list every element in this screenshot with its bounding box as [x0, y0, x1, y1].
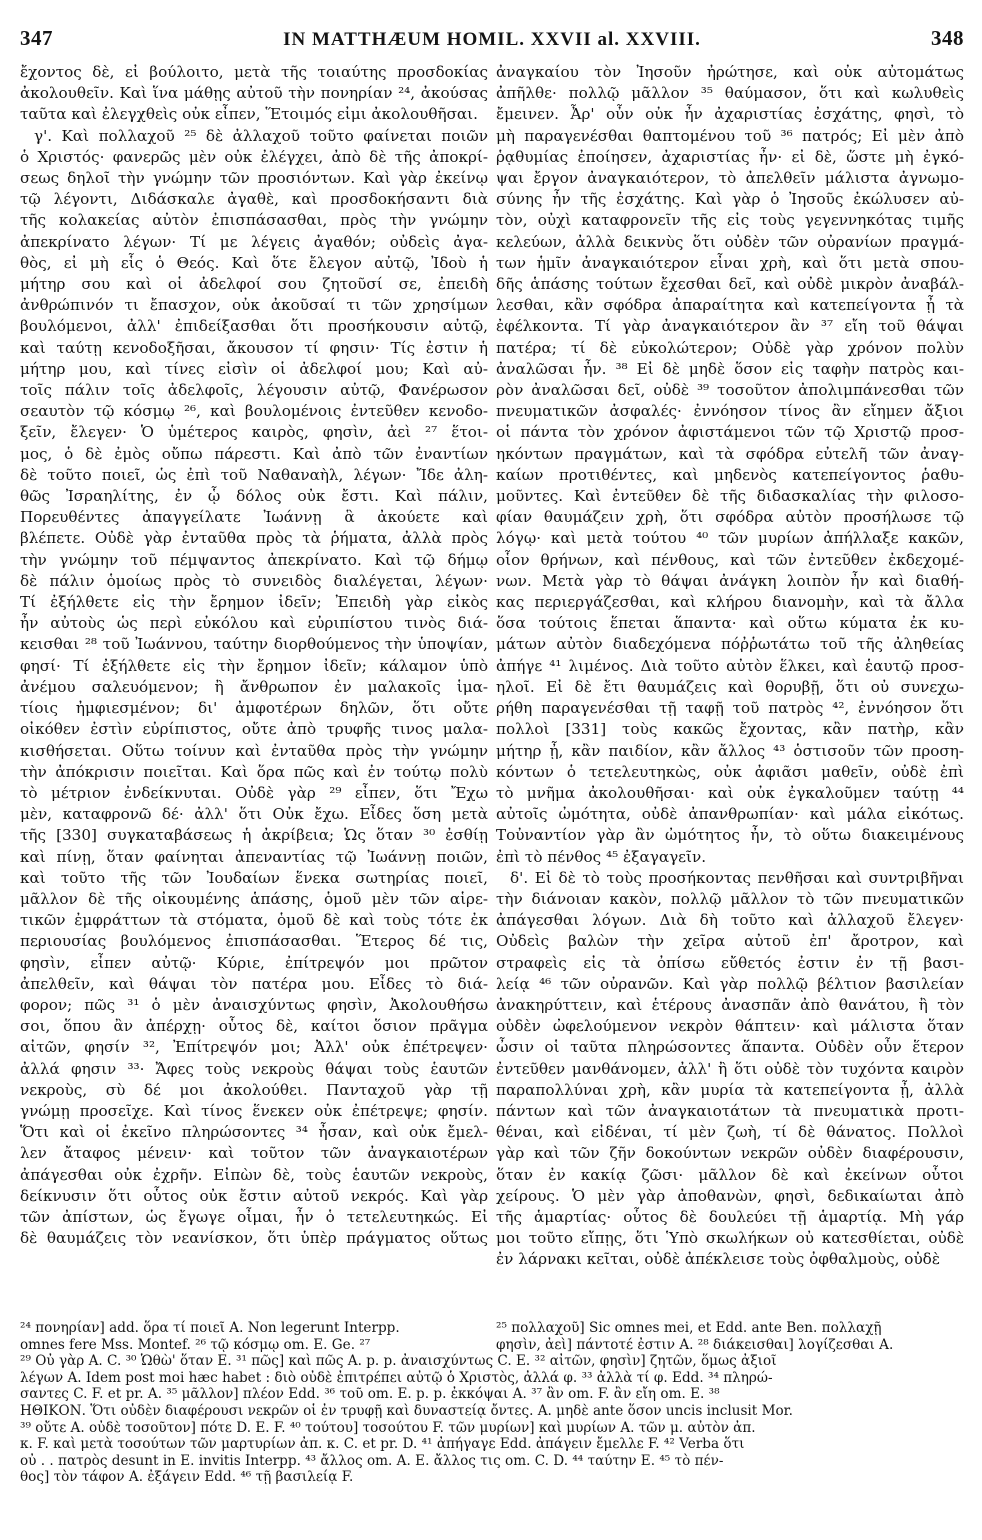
- text-line: ἐν λάρνακι κεῖται, οὐδὲ ἀπέκλεισε τοὺς ὀφθαλμοὺς, οὐδὲ: [496, 1250, 940, 1269]
- text-line: ἀπελθεῖν, καὶ θάψαι τὸν πατέρα μου. Εἶδες τὸ διά-: [20, 974, 488, 993]
- text-line: ³⁹ οὔτε A. οὐδὲ τοσοῦτον] πότε D. E. F. ⁴⁰ τούτου] τοσούτου F. τῶν μυρίων] καὶ μυρίων A. τῶν μ. αὐτὸν ἀπ.: [20, 1419, 756, 1436]
- footnotes-left: [20, 1320, 488, 1353]
- text-line: τὸ μέτριον ἐνδείκνυται. Οὐδὲ γὰρ ²⁹ εἶπεν, ὅτι Ἔχω: [20, 783, 488, 802]
- right-page-number: 348: [931, 26, 964, 50]
- text-line: δ'. Εἰ δὲ τὸ τοὺς προσήκοντας πενθῆσαι καὶ συντριβῆναι: [510, 868, 964, 887]
- text-line: ἐπὶ τὸ πένθος ⁴⁵ ἐξαγαγεῖν.: [496, 847, 707, 866]
- text-line: τὸ μνῆμα ἀκολουθῆσαι· καὶ οὐκ ἐγκαλοῦμεν ταύτῃ ⁴⁴: [496, 783, 964, 802]
- text-line: ἀκολουθεῖν. Καὶ ἵνα μάθῃς αὐτοῦ τὴν πονηρίαν ²⁴, ἀκούσας: [20, 84, 488, 103]
- text-line: οἱ πάντα τὸν χρόνον ἀφιστάμενοι τῶν τῷ Χριστῷ προσ-: [496, 423, 964, 442]
- text-line: μὴ παραγενέσθαι θαπτομένου τοῦ ³⁶ πατρός; Εἰ μὲν ἀπὸ: [496, 126, 964, 145]
- text-line: ἀνακηρύττειν, καὶ ἑτέρους ἀνασπᾶν ἀπὸ θανάτου, ἢ τὸν: [496, 995, 964, 1014]
- text-line: μος, ὁ δὲ ἐμὸς οὔπω πάρεστι. Καὶ ἀπὸ τῶν ἐναντίων: [20, 444, 488, 463]
- text-line: κας περιεργάζεσθαι, καὶ κλήρου διανομὴν, καὶ τὰ ἄλλα: [496, 593, 964, 612]
- text-line: οὐ . . πατρὸς desunt in E. invitis Interpp. ⁴³ ἄλλος om. A. E. ἄλλος τις om. C. D. ⁴⁴ ταύτην E. ⁴⁵ τὸ πέν-: [20, 1452, 724, 1469]
- text-line: τῷ λέγοντι, Διδάσκαλε ἀγαθὲ, καὶ προσδοκήσαντι διὰ: [20, 190, 488, 209]
- text-line: λέγων A. Idem post moi hæc habet : διὸ οὐδὲ ἐπιτρέπει αὐτῷ ὁ Χριστὸς, ἀλλά φ. ³³ ἀλλὰ τί φ. Edd. ³⁴ πληρώ-: [20, 1369, 773, 1386]
- text-line: ἐφέλκοντα. Τί γὰρ ἀναγκαιότερον ἂν ³⁷ εἴη τοῦ θάψαι: [496, 317, 964, 336]
- text-line: ὦσιν οἱ ταῦτα πληρώσοντες ἅπαντα. Οὐδὲν οὖν ἕτερον: [496, 1038, 964, 1057]
- text-line: φορον; πῶς ³¹ ὁ μὲν ἀναισχύντως φησὶν, Ἀκολουθήσω: [20, 995, 488, 1014]
- text-line: σύνης ἦν τῆς ἐσχάτης. Καὶ γὰρ ὁ Ἰησοῦς ἐκώλυσεν αὐ-: [496, 190, 964, 209]
- text-line: ἀπεκρίνατο λέγων· Τί με λέγεις ἀγαθόν; οὐδεὶς ἀγα-: [20, 232, 488, 251]
- text-line: omnes fere Mss. Montef. ²⁶ τῷ κόσμῳ om. E. Ge. ²⁷: [20, 1336, 371, 1353]
- text-line: πνευματικῶν ἀσφαλές· ἐννόησον τίνος ἂν εἴημεν ἄξιοι: [496, 402, 964, 421]
- text-line: ἀπάγεσθαι λόγων. Διὰ δὴ τοῦτο καὶ ἀλλαχοῦ ἔλεγεν·: [496, 911, 964, 930]
- text-line: ἐντεῦθεν μανθάνομεν, ἀλλ' ἢ ὅτι οὐδὲ τὸν τυχόντα καιρὸν: [496, 1059, 964, 1078]
- text-line: κισθήσεται. Οὕτω τοίνυν καὶ ἐνταῦθα πρὸς τὴν γνώμην: [20, 741, 488, 760]
- text-line: τῶν ἀπίστων, ὡς ἔγωγε οἶμαι, ἦν ὁ τετελευτηκώς. Εἰ: [20, 1207, 488, 1226]
- text-line: οἷον θρήνων, καὶ πένθους, καὶ τῶν ἐντεῦθεν ἐκδεχομέ-: [496, 550, 964, 569]
- text-line: τὴν γνώμην τοῦ πέμψαντος ἀπεκρίνατο. Καὶ τῷ δήμῳ: [20, 550, 488, 569]
- text-line: τοῖς πάλιν τοῖς ἀδελφοῖς, λέγουσιν αὐτῷ, Φανέρωσον: [20, 381, 488, 400]
- text-line: σεως δηλοῖ τὴν γνώμην τῶν προσιόντων. Καὶ γὰρ ἐκείνῳ: [20, 169, 488, 188]
- text-line: ἦν αὐτοὺς ὡς περὶ εὐκόλου καὶ εὐριπίστου τινὸς διά-: [20, 614, 488, 633]
- footnotes: [20, 1320, 964, 1486]
- text-line: κόντων ὁ τετελευτηκὼς, οὐκ ἀφιᾶσι μαθεῖν, οὐδὲ ἐπὶ: [496, 762, 964, 781]
- text-line: οὐδὲν ὠφελούμενον νεκρὸν θάπτειν· καὶ μάλιστα ὅταν: [496, 1017, 964, 1036]
- text-line: μοῦντες. Καὶ ἐντεῦθεν δὲ τῆς διδασκαλίας τὴν φιλοσο-: [496, 487, 964, 506]
- text-line: στραφεὶς εἰς τὰ ὀπίσω εὔθετός ἐστιν ἐν τῇ βασι-: [496, 953, 964, 972]
- text-line: ἀλλά φησιν ³³· Ἄφες τοὺς νεκροὺς θάψαι τοὺς ἑαυτῶν: [20, 1059, 488, 1078]
- text-line: καίων προτιθέντες, καὶ μηδενὸς κατεπείγοντος ῥαθυ-: [496, 465, 964, 484]
- text-line: Τί ἐξήλθετε εἰς τὴν ἔρημον ἰδεῖν; Ἐπειδὴ γὰρ εἰκὸς: [20, 593, 488, 612]
- text-line: πατέρα; τί δὲ εὐκολώτερον; Οὐδὲ γὰρ χρόνον πολὺν: [496, 338, 964, 357]
- text-line: Ὅτι καὶ οἱ ἐκεῖνο πληρώσοντες ³⁴ ἦσαν, καὶ οὐκ ἔμελ-: [20, 1123, 488, 1142]
- text-columns: [20, 62, 964, 1314]
- text-line: ²⁴ πονηρίαν] add. ὅρα τί ποιεῖ A. Non legerunt Interpp.: [20, 1320, 400, 1336]
- text-line: μήτηρ σου καὶ οἱ ἀδελφοί σου ζητοῦσί σε, ἐπειδὴ: [20, 275, 488, 294]
- text-line: νεκροὺς, σὺ δέ μοι ἀκολούθει. Πανταχοῦ γὰρ τῇ: [20, 1080, 488, 1099]
- text-line: τίοις ἠμφιεσμένον; δι' ἀμφοτέρων δηλῶν, ὅτι οὔτε: [20, 699, 488, 718]
- text-line: των ἡμῖν ἀναγκαιότερον εἶναι χρὴ, καὶ ὅτι μετὰ σπου-: [496, 253, 964, 272]
- text-line: μᾶλλον δὲ τῆς οἰκουμένης ἁπάσης, ὁμοῦ μὲν τῶν αἱρε-: [20, 889, 488, 908]
- right-column: [496, 62, 964, 1314]
- text-line: θος] τὸν τάφον A. ἐξάγειν Edd. ⁴⁶ τῇ βασιλείᾳ F.: [20, 1469, 354, 1486]
- text-line: ὅταν ἐν κακίᾳ ζῶσι· μᾶλλον δὲ καὶ ἐκείνων οὗτοι: [496, 1165, 964, 1184]
- running-title: IN MATTHÆUM HOMIL. XXVII al. XXVIII.: [283, 29, 701, 50]
- text-line: ξεῖν, ἔλεγεν· Ὁ ὑμέτερος καιρὸς, φησὶν, ἀεὶ ²⁷ ἕτοι-: [20, 423, 488, 442]
- text-line: δείκνυσιν ὅτι οὗτος οὐκ ἔστιν αὐτοῦ νεκρός. Καὶ γὰρ: [20, 1186, 488, 1205]
- text-line: σαντες C. F. et pr. A. ³⁵ μᾶλλον] πλέον Edd. ³⁶ τοῦ om. E. p. p. ἐκκόψαι A. ³⁷ ἂν om. F. ἂν εἴη om. E. ³⁸: [20, 1386, 720, 1403]
- text-line: τῆς ἁμαρτίας· οὗτος δὲ δουλεύει τῇ ἁμαρτίᾳ. Μὴ γάρ: [496, 1207, 964, 1226]
- text-line: τικῶν ἐμφράττων τὰ στόματα, ὁμοῦ δὲ καὶ τοὺς τότε ἐκ: [20, 911, 488, 930]
- text-line: ἀνέμου σαλευόμενον; ἢ ἄνθρωπον ἐν μαλακοῖς ἱμα-: [20, 677, 488, 696]
- running-header: [20, 26, 964, 52]
- text-line: δῆς ἁπάσης τούτων ἔχεσθαι δεῖ, καὶ οὐδὲ μικρὸν ἀναβάλ-: [496, 275, 964, 294]
- text-line: δὲ τοῦτο ποιεῖ, ὡς ἐπὶ τοῦ Ναθαναὴλ, λέγων· Ἴδε ἀλη-: [20, 465, 488, 484]
- text-line: καὶ πίνῃ, ὅταν φαίνηται ἀπεναντίας τῷ Ἰωάννῃ ποιῶν,: [20, 847, 488, 866]
- text-line: Τοὐναντίον γὰρ ἂν ὠμότητος ἦν, τὸ οὕτω διακειμένους: [496, 826, 964, 845]
- footnotes-full: [20, 1353, 964, 1486]
- text-line: ἀπάγεσθαι οὐκ ἐχρῆν. Εἰπὼν δὲ, τοὺς ἑαυτῶν νεκροὺς,: [20, 1165, 488, 1184]
- text-line: λεν ἄταφος μένειν· καὶ τοῦτον τῶν ἀναγκαιοτέρων: [20, 1144, 488, 1163]
- text-line: περιουσίας βουλόμενος ἐπισπάσασθαι. Ἕτερος δέ τις,: [20, 932, 488, 951]
- text-line: ὁ Χριστός· φανερῶς μὲν οὐκ ἐλέγχει, ἀπὸ δὲ τῆς ἀποκρί-: [20, 147, 488, 166]
- text-line: φησὶν, ἀεὶ] πάντοτέ ἐστιν A. ²⁸ διάκεισθαι] λογίζεσθαι A.: [496, 1336, 894, 1353]
- text-line: γ'. Καὶ πολλαχοῦ ²⁵ δὲ ἀλλαχοῦ τοῦτο φαίνεται ποιῶν: [34, 126, 488, 145]
- text-line: ΗΘΙΚΟΝ. Ὅτι οὐδὲν διαφέρουσι νεκρῶν οἱ ἐν τρυφῇ καὶ δυναστείᾳ ὄντες. A. μηδὲ ante ὅσον uncis inclusit Mor.: [20, 1402, 793, 1419]
- text-line: νων. Μετὰ γὰρ τὸ θάψαι ἀνάγκη λοιπὸν ἦν καὶ διαθή-: [496, 571, 964, 590]
- text-line: φίαν θαυμάζειν χρὴ, ὅτι σφόδρα αὐτὸν προσήλωσε τῷ: [496, 508, 964, 527]
- text-line: αἰτῶν, φησίν ³², Ἐπίτρεψόν μοι; Ἀλλ' οὐκ ἐπέτρεψεν·: [20, 1038, 488, 1057]
- text-line: ψαι ἔργον ἀναγκαιότερον, τὸ ἀπελθεῖν μάλιστα ἀγνωμο-: [496, 169, 964, 188]
- text-line: ἔχοντος δὲ, εἰ βούλοιτο, μετὰ τῆς τοιαύτης προσδοκίας: [20, 63, 488, 81]
- text-line: σεαυτὸν τῷ κόσμῳ ²⁶, καὶ βουλομένοις ἐντεῦθεν κενοδο-: [20, 402, 488, 421]
- text-line: δὲ θαυμάζεις τὸν νεανίσκον, ὅτι ὑπὲρ πράγματος οὕτως: [20, 1229, 488, 1248]
- text-line: αὐτοῖς ὠμότητα, οὐδὲ ἀπανθρωπίαν· καὶ μάλα εἰκότως.: [496, 805, 964, 824]
- text-line: τὸν, οὐχὶ καταφρονεῖν τῆς εἰς τοὺς γεγεννηκότας τιμῆς: [496, 211, 964, 230]
- text-line: ῥᾳθυμίας ἐποίησεν, ἀχαριστίας ἦν· εἰ δὲ, ὥστε μὴ ἐγκό-: [496, 147, 964, 166]
- text-line: καὶ ταύτῃ κενοδοξῆσαι, ἄκουσον τί φησιν· Τίς ἐστιν ἡ: [20, 338, 488, 357]
- text-line: ηλοῖ. Εἰ δὲ ἔτι θαυμάζεις καὶ θορυβῇ, ὅτι οὐ συνεχω-: [496, 677, 964, 696]
- text-line: μάτων αὐτὸν διαδεχόμενα πόῤῥωτάτω τοῦ τῆς ἀληθείας: [496, 635, 964, 654]
- text-line: θῶς Ἰσραηλίτης, ἐν ᾧ δόλος οὐκ ἔστι. Καὶ πάλιν,: [20, 487, 488, 506]
- left-page-number: 347: [20, 26, 53, 50]
- footnotes-right: [496, 1320, 964, 1353]
- text-line: ²⁵ πολλαχοῦ] Sic omnes mei, et Edd. ante Ben. πολλαχῇ: [496, 1320, 882, 1336]
- text-line: πολλοὶ [331] τοὺς κακῶς ἔχοντας, κἂν πατὴρ, κἂν: [496, 720, 964, 739]
- text-line: φησὶν, εἶπεν αὐτῷ· Κύριε, ἐπίτρεψόν μοι πρῶτον: [20, 953, 488, 972]
- text-line: πάντων καὶ τῶν ἀναγκαιοτάτων τὰ πνευματικὰ προτι-: [496, 1101, 964, 1120]
- text-line: φησί· Τί ἐξήλθετε εἰς τὴν ἔρημον ἰδεῖν; κάλαμον ὑπὸ: [20, 656, 488, 675]
- text-line: κ. F. καὶ μετὰ τοσούτων τῶν μαρτυρίων ἀπ. κ. C. et pr. D. ⁴¹ ἀπήγαγε Edd. ἀπάγειν ἔμελλε F. ⁴² Verba ὅτι: [20, 1436, 745, 1453]
- text-line: ὅσα τούτοις ἕπεται ἅπαντα· καὶ οὕτω κύματα ἐκ κυ-: [496, 614, 964, 633]
- text-line: Πορευθέντες ἀπαγγείλατε Ἰωάννῃ ἃ ἀκούετε καὶ: [20, 508, 488, 527]
- text-line: μήτηρ ᾖ, κἂν παιδίον, κἂν ἄλλος ⁴³ ὁστισοῦν τῶν προση-: [496, 741, 964, 760]
- text-line: μὲν, καταφρονῶ δέ· ἀλλ' ὅτι Οὐκ ἔχω. Εἶδες ὅση μετὰ: [20, 805, 488, 824]
- text-line: ἀνθρώπινόν τι ἔπασχον, οὐκ ἀκοῦσαί τι τῶν χρησίμων: [20, 296, 488, 315]
- left-column: [20, 62, 488, 1314]
- text-line: ἀναγκαίου τὸν Ἰησοῦν ἠρώτησε, καὶ οὐκ αὐτομάτως: [496, 63, 964, 81]
- text-line: λόγῳ· καὶ μετὰ τούτου ⁴⁰ τῶν μυρίων ἀπήλλαξε κακῶν,: [496, 529, 964, 548]
- text-line: τὴν ἀπόκρισιν ποιεῖται. Καὶ ὅρα πῶς καὶ ἐν τούτῳ πολὺ: [20, 762, 488, 781]
- text-line: λείᾳ ⁴⁶ τῶν οὐρανῶν. Καὶ γὰρ πολλῷ βέλτιον βασιλείαν: [496, 974, 964, 993]
- text-line: καὶ τοῦτο τῆς τῶν Ἰουδαίων ἕνεκα σωτηρίας ποιεῖ,: [20, 868, 488, 887]
- text-line: δὲ πάλιν ὁμοίως πρὸς τὸ συνειδὸς διαλέγεται, λέγων·: [20, 571, 488, 590]
- text-line: ἀπῆλθε· πολλῷ μᾶλλον ³⁵ θαύμασον, ὅτι καὶ κωλυθεὶς: [496, 84, 964, 103]
- text-line: θὸς, εἰ μὴ εἷς ὁ Θεός. Καὶ ὅτε ἔλεγον αὐτῷ, Ἰδοὺ ἡ: [20, 253, 488, 272]
- text-line: ἔμεινεν. Ἆρ' οὖν οὐκ ἦν ἀχαριστίας ἐσχάτης, φησὶ, τὸ: [496, 105, 964, 124]
- text-line: οἰκόθεν ἐστὶν εὐρίπιστος, οὔτε ἀπὸ τρυφῆς τινος μαλα-: [20, 720, 488, 739]
- text-line: θέναι, καὶ εἰδέναι, τί μὲν ζωὴ, τί δὲ θάνατος. Πολλοὶ: [496, 1123, 964, 1142]
- text-line: ἀπήγε ⁴¹ λιμένος. Διὰ τοῦτο αὐτὸν ἕλκει, καὶ ἑαυτῷ προσ-: [496, 656, 964, 675]
- text-line: χείρους. Ὁ μὲν γὰρ ἀποθανὼν, φησὶ, δεδικαίωται ἀπὸ: [496, 1186, 964, 1205]
- text-line: λεσθαι, κἂν σφόδρα ἀπαραίτητα καὶ κατεπείγοντα ᾖ τὰ: [496, 296, 964, 315]
- text-line: τὴν διάνοιαν κακὸν, πολλῷ μᾶλλον τὸ τῶν πνευματικῶν: [496, 889, 964, 908]
- text-line: παραπολλύναι χρὴ, κἂν μυρία τὰ κατεπείγοντα ᾖ, ἀλλὰ: [496, 1080, 964, 1099]
- text-line: μοι τοῦτο εἴπῃς, ὅτι Ὑπὸ σκωλήκων οὐ κατεσθίεται, οὐδὲ: [496, 1229, 964, 1248]
- text-line: κεισθαι ²⁸ τοῦ Ἰωάννου, ταύτην διορθούμενος τὴν ὑποψίαν,: [20, 635, 488, 654]
- text-line: γὰρ καὶ τῶν ζῆν δοκούντων νεκρῶν οὐδὲν διαφέρουσιν,: [496, 1144, 964, 1163]
- text-line: βουλόμενοι, ἀλλ' ἐπιδείξασθαι ὅτι προσήκουσιν αὐτῷ,: [20, 317, 488, 336]
- text-line: γνώμῃ προσεῖχε. Καὶ τίνος ἕνεκεν οὐκ ἐπέτρεψε; φησίν.: [20, 1101, 488, 1120]
- text-line: ταῦτα καὶ ἐλεγχθεὶς οὐκ εἶπεν, Ἕτοιμός εἰμι ἀκολουθῆσαι.: [20, 105, 478, 124]
- text-line: βλέπετε. Οὐδὲ γὰρ ἐνταῦθα πρὸς τὰ ῥήματα, ἀλλὰ πρὸς: [20, 529, 488, 548]
- text-line: ρὸν ἀναλῶσαι δεῖ, οὐδὲ ³⁹ τοσοῦτον ἀπολιμπάνεσθαι τῶν: [496, 381, 964, 400]
- text-line: ²⁹ Οὐ γὰρ A. C. ³⁰ Ὡθὼ' ὅταν E. ³¹ πῶς] καὶ πῶς A. p. p. ἀναισχύντως C. E. ³² αἰτῶν, φησὶν] ζητῶν, ὅμως ἀξιοῖ: [20, 1353, 777, 1370]
- text-line: μήτηρ μου, καὶ τίνες εἰσὶν οἱ ἀδελφοί μου; Καὶ αὐ-: [20, 359, 488, 378]
- text-line: τῆς κολακείας αὐτὸν ἐπισπάσασθαι, πρὸς τὴν γνώμην: [20, 211, 488, 230]
- text-line: κελεύων, ἀλλὰ δεικνὺς ὅτι οὐδὲν τῶν οὐρανίων πραγμά-: [496, 232, 964, 251]
- text-line: ηκόντων πραγμάτων, καὶ τὰ σφόδρα εὐτελῆ τῶν ἀναγ-: [496, 444, 964, 463]
- text-line: ἀναλῶσαι ἦν. ³⁸ Εἰ δὲ μηδὲ ὅσον εἰς ταφὴν πατρὸς και-: [496, 359, 964, 378]
- text-line: τῆς [330] συγκαταβάσεως ἡ ἀκρίβεια; Ὡς ὅταν ³⁰ ἐσθίῃ: [20, 826, 488, 845]
- text-line: Οὐδεὶς βαλὼν τὴν χεῖρα αὐτοῦ ἐπ' ἄροτρον, καὶ: [496, 932, 964, 951]
- text-line: σοι, ὅπου ἂν ἀπέρχῃ· οὗτος δὲ, καίτοι ὅσιον πρᾶγμα: [20, 1017, 488, 1036]
- text-line: ρήθη παραγενέσθαι τῇ ταφῇ τοῦ πατρὸς ⁴², ἐννόησον ὅτι: [496, 699, 964, 718]
